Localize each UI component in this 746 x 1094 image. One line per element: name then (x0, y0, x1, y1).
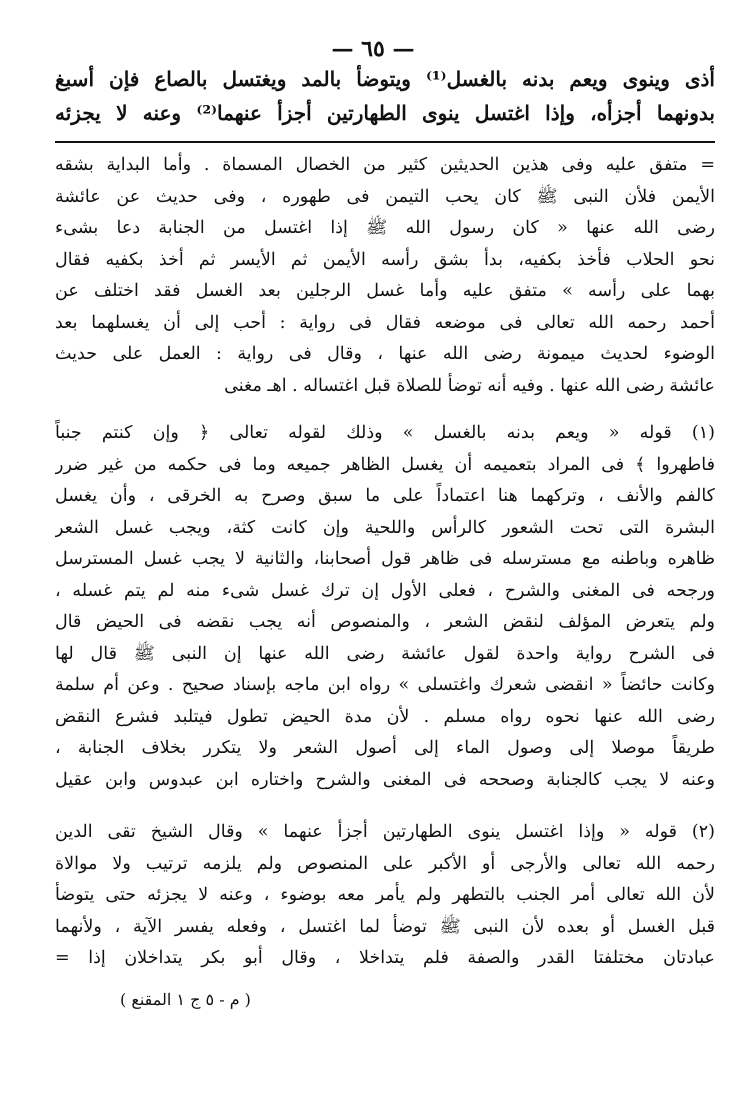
footnote-1 (55, 418, 715, 796)
footnote-line: وكانت حائضاً « انقضى شعرك واغتسلى » رواه ابن ماجه بإسناد صحيح . وعن أم سلمة (55, 675, 715, 695)
footnote-line: الأيمن فلأن النبى ﷺ كان يحب التيمن فى طهوره ، وفى حديث عن عائشة (55, 186, 715, 207)
footnote-line: نحو الحلاب فأخذ بكفيه، بدأ بشق رأسه الأيمن ثم الأيسر ثم أخذ بكفيه فقال (55, 249, 715, 270)
footnote-line: ولم يتعرض المؤلف لنقض الشعر ، والمنصوص أنه يجب نقضه فى الحيض قال (55, 612, 715, 632)
footnote-line: عبادتان مختلفتا القدر والصفة فلم يتداخلا ، وقال أبو بكر يتداخلان إذا = (55, 948, 715, 968)
footnote-2 (55, 817, 715, 975)
main-text-line: بدونهما أجزأه، وإذا اغتسل ينوى الطهارتين أجزأ عنهما⁽²⁾ وعنه لا يجزئه (55, 101, 715, 125)
footnote-line: فى الشرح رواية واحدة لقول عائشة رضى الله عنها إن النبى ﷺ قال لها (55, 643, 715, 664)
footnote-line: ورجحه فى المغنى والشرح ، فعلى الأول إن ترك غسل شىء منه لم يتم غسله ، (55, 580, 715, 601)
footnote-line: البشرة التى تحت الشعور كالرأس واللحية وإن كانت كثة، ويجب غسل الشعر (55, 517, 715, 538)
footnote-line: رضى الله عنها « كان رسول الله ﷺ إذا اغتسل من الجنابة دعا بشىء (55, 218, 715, 238)
footnote-line: قبل الغسل أو بعده لأن النبى ﷺ توضأ لما اغتسل ، وفعله يفسر الآية ، ولأنهما (55, 916, 715, 937)
page-number: — ٦٥ — (331, 36, 415, 62)
printer-signature: ( م - ٥ ج ١ المقنع ) (120, 990, 251, 1009)
footnote-line: (٢) قوله « وإذا اغتسل ينوى الطهارتين أجزأ عنهما » وقال الشيخ تقى الدين (55, 822, 715, 842)
footnote-line: فاطهروا ﴾ فى المراد بتعميمه أن يغسل الظاهر جميعه وما فى حكمه من غير ضرر (55, 454, 715, 475)
footnote-line: ظاهره وباطنه مع مسترسله فى ظاهر قول أصحابنا، والثانية لا يجب غسل المسترسل (55, 549, 715, 569)
footnote-line: رحمه الله تعالى والأرجى أو الأكبر على المنصوص ولم يلزمه ترتيب ولا موالاة (55, 853, 715, 874)
footnote-continuation (55, 150, 715, 402)
footnote-line: طريقاً موصلا إلى وصول الماء إلى أصول الشعر ولا يتكرر بخلاف الجنابة ، (55, 738, 715, 758)
footnote-line: لأن الله تعالى أمر الجنب بالتطهر ولم يأمر معه بوضوء ، وعنه لا يجزئه حتى يتوضأ (55, 885, 715, 905)
footnote-line: = متفق عليه وفى هذين الحديثين كثير من الخصال المسماة . وأما البداية بشقه (55, 155, 715, 175)
footnote-line: بهما على رأسه » متفق عليه وأما غسل الرجلين بعد الغسل فقد اختلف عن (55, 281, 715, 301)
footnote-line: أحمد رحمه الله تعالى فى موضعه فقال فى رواية : أحب إلى أن يغسلهما بعد (55, 312, 715, 333)
footnote-line: وعنه لا يجب كالجنابة وصححه فى المغنى والشرح واختاره ابن عبدوس وابن عقيل (55, 769, 715, 790)
main-text-line: أذى وينوى ويعم بدنه بالغسل⁽¹⁾ ويتوضأ بالمد ويغتسل بالصاع فإن أسبغ (55, 67, 715, 91)
footnote-line: عائشة رضى الله عنها . وفيه أنه توضأ للصلاة قبل اغتساله . اهـ مغنى (224, 375, 715, 396)
footnote-line: كالفم والأنف ، وتركهما هنا اعتماداً على ما سبق وصرح به الخرقى ، وأن يغسل (55, 486, 715, 506)
footnote-separator (55, 141, 715, 143)
footnote-line: (١) قوله « ويعم بدنه بالغسل » وذلك لقوله تعالى ﴿ وإن كنتم جنباً (55, 423, 715, 443)
footnote-line: رضى الله عنها نحوه رواه مسلم . لأن مدة الحيض تطول فيتلبد فشرع النقض (55, 706, 715, 727)
main-text (55, 62, 715, 130)
footnote-line: الوضوء لحديث ميمونة رضى الله عنها ، وقال فى رواية : العمل على حديث (55, 344, 715, 364)
